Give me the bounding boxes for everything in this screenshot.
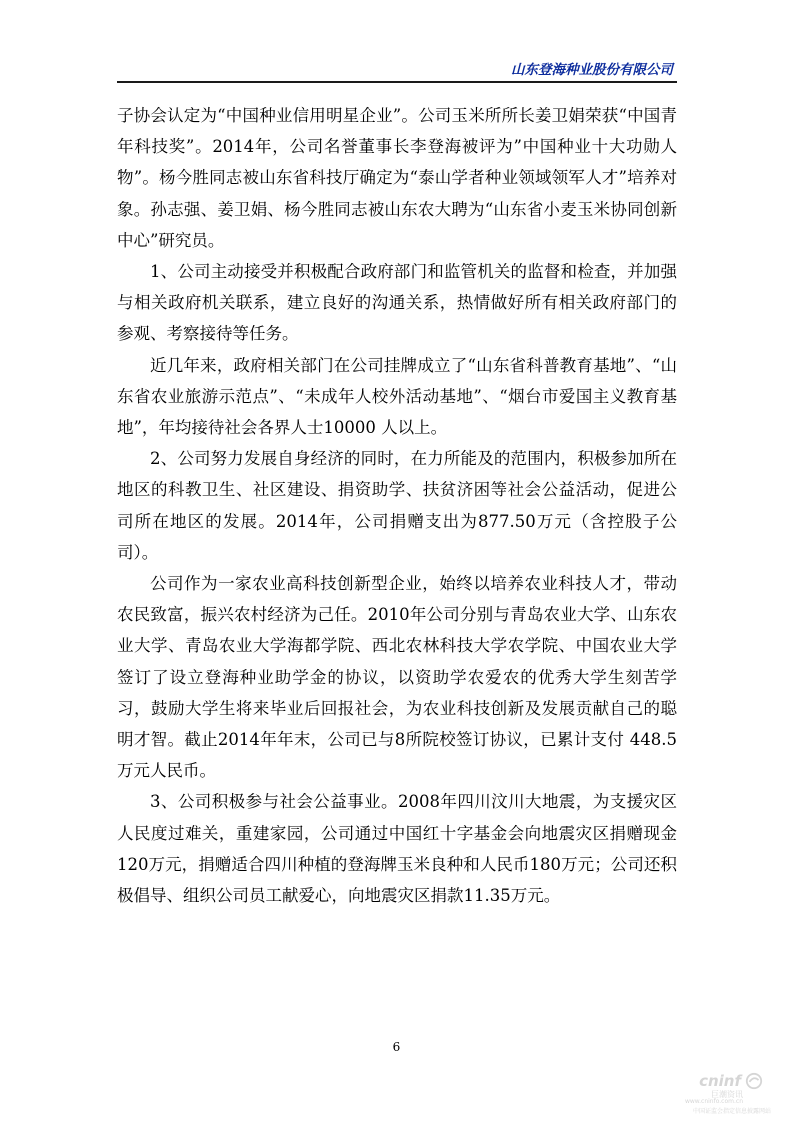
paragraph-3: 近几年来，政府相关部门在公司挂牌成立了“山东省科普教育基地”、“山东省农业旅游示范点”、“未成年人校外活动基地”、“烟台市爱国主义教育基地”，年均接待社会各界人士10000 人以上。 xyxy=(117,355,677,438)
paragraph-5: 公司作为一家农业高科技创新型企业，始终以培养农业科技人才，带动农民致富，振兴农村经济为己任。2010年公司分别与青岛农业大学、山东农业大学、青岛农业大学海都学院、西北农林科技大学农学院、中国农业大学签订了设立登海种业助学金的协议，以资助学农爱农的优秀大学生刻苦学习，鼓励大学生将来毕业后回报社会，为农业科技创新及发展贡献自己的聪明才智。截止2014年年末，公司已与8所院校签订协议，已累计支付 448.5万元人民币。 xyxy=(117,574,677,781)
document-body xyxy=(117,100,677,911)
watermark-tagline: 中国证监会指定信息披露网站 xyxy=(692,1108,771,1115)
watermark-url: www.cninfo.com.cn xyxy=(684,1098,743,1105)
watermark-name: 巨潮资讯 xyxy=(711,1090,743,1099)
paragraph-4: 2、公司努力发展自身经济的同时，在力所能及的范围内，积极参加所在地区的科教卫生、社区建设、捐资助学、扶贫济困等社会公益活动，促进公司所在地区的发展。2014年，公司捐赠支出为877.50万元（含控股子公司）。 xyxy=(117,449,677,562)
page-number: 6 xyxy=(392,1040,401,1054)
cninfo-logo-icon xyxy=(745,1072,763,1090)
cninfo-watermark xyxy=(641,1072,771,1117)
paragraph-2: 1、公司主动接受并积极配合政府部门和监管机关的监督和检查，并加强与相关政府机关联系，建立良好的沟通关系，热情做好所有相关政府部门的参观、考察接待等任务。 xyxy=(117,262,677,344)
paragraph-6: 3、公司积极参与社会公益事业。2008年四川汶川大地震，为支援灾区人民度过难关，重建家园，公司通过中国红十字基金会向地震灾区捐赠现金120万元，捐赠适合四川种植的登海牌玉米良种和人民币180万元；公司还积极倡导、组织公司员工献爱心，向地震灾区捐款11.35万元。 xyxy=(117,792,677,906)
page-header xyxy=(117,57,677,83)
company-name: 山东登海种业股份有限公司 xyxy=(511,62,673,78)
watermark-logo-text: cninf xyxy=(699,1072,741,1090)
paragraph-1: 子协会认定为“中国种业信用明星企业”。公司玉米所所长姜卫娟荣获“中国青年科技奖”。2014年，公司名誉董事长李登海被评为”中国种业十大功勋人物”。杨今胜同志被山东省科技厅确定为“泰山学者种业领域领军人才”培养对象。孙志强、姜卫娟、杨今胜同志被山东农大聘为“山东省小麦玉米协同创新中心”研究员。 xyxy=(117,106,677,250)
